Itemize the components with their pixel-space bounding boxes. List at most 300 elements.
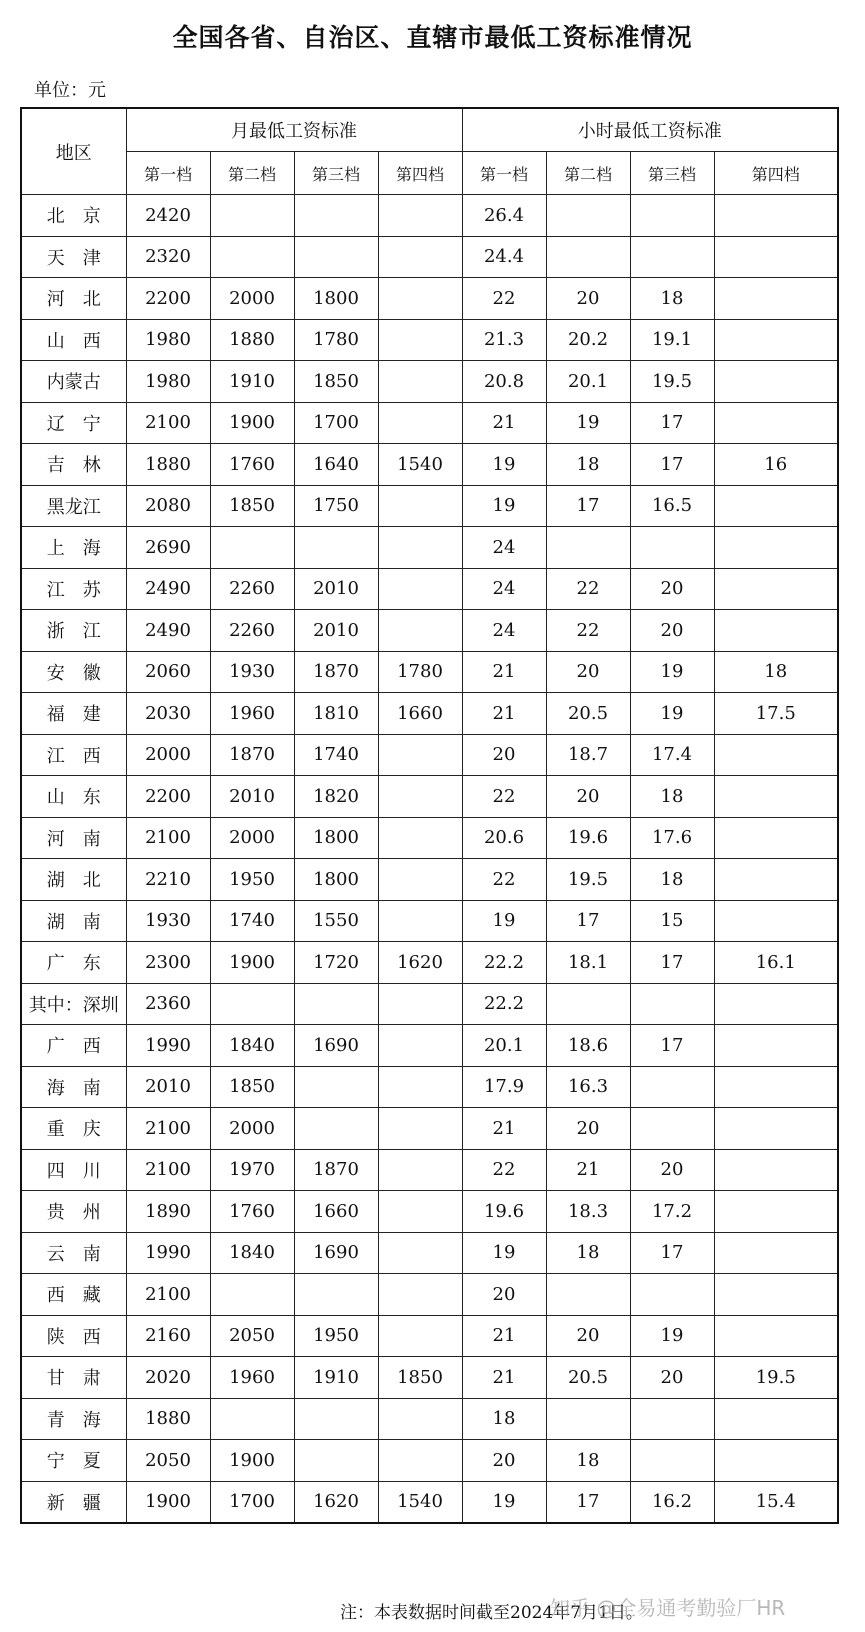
monthly-tier-1-cell: 2420 [126, 195, 210, 237]
hourly-tier-3-cell [630, 1398, 714, 1440]
header-row-groups [21, 108, 838, 152]
hourly-tier-2-cell: 18 [546, 1440, 630, 1482]
monthly-tier-4-cell [378, 817, 462, 859]
hourly-tier-2-cell: 20.1 [546, 361, 630, 403]
table-row [21, 1191, 838, 1233]
header-row-tiers [21, 152, 838, 195]
hourly-tier-1-cell: 20.1 [462, 1025, 546, 1067]
hourly-tier-4-cell [714, 1149, 838, 1191]
hourly-tier-4-cell: 16.1 [714, 942, 838, 984]
hourly-tier-2-cell: 22 [546, 610, 630, 652]
monthly-tier-4-header: 第四档 [378, 152, 462, 195]
monthly-tier-1-cell: 2100 [126, 1274, 210, 1316]
region-cell: 重 庆 [21, 1108, 126, 1150]
hourly-tier-1-cell: 21 [462, 1315, 546, 1357]
hourly-tier-3-cell [630, 983, 714, 1025]
table-row [21, 942, 838, 984]
monthly-tier-4-cell [378, 734, 462, 776]
unit-label: 单位：元 [34, 80, 106, 101]
monthly-tier-3-cell [294, 1066, 378, 1108]
hourly-tier-2-cell [546, 527, 630, 569]
region-cell: 山 西 [21, 319, 126, 361]
monthly-tier-4-cell: 1780 [378, 651, 462, 693]
monthly-tier-4-cell [378, 278, 462, 320]
hourly-tier-3-cell: 19.5 [630, 361, 714, 403]
monthly-tier-1-cell: 2360 [126, 983, 210, 1025]
monthly-tier-2-cell [210, 1274, 294, 1316]
monthly-tier-1-cell: 1930 [126, 900, 210, 942]
hourly-tier-2-cell: 17 [546, 900, 630, 942]
monthly-tier-4-cell: 1540 [378, 1481, 462, 1523]
hourly-tier-2-cell: 18.7 [546, 734, 630, 776]
hourly-tier-2-cell: 17 [546, 1481, 630, 1523]
monthly-tier-3-cell [294, 236, 378, 278]
hourly-tier-4-cell: 16 [714, 444, 838, 486]
hourly-tier-2-cell: 18.3 [546, 1191, 630, 1233]
monthly-tier-4-cell [378, 776, 462, 818]
monthly-tier-4-cell [378, 610, 462, 652]
hourly-tier-1-cell: 22 [462, 278, 546, 320]
monthly-tier-2-cell: 1740 [210, 900, 294, 942]
hourly-tier-2-cell: 18.6 [546, 1025, 630, 1067]
monthly-tier-2-cell: 1960 [210, 1357, 294, 1399]
hourly-tier-4-cell [714, 859, 838, 901]
monthly-tier-4-cell [378, 1398, 462, 1440]
monthly-tier-2-cell [210, 983, 294, 1025]
hourly-tier-2-cell: 20 [546, 1108, 630, 1150]
monthly-tier-2-cell: 2050 [210, 1315, 294, 1357]
monthly-tier-1-cell: 2030 [126, 693, 210, 735]
hourly-tier-3-cell: 17 [630, 942, 714, 984]
hourly-tier-2-cell: 20 [546, 651, 630, 693]
monthly-tier-3-cell: 1820 [294, 776, 378, 818]
monthly-tier-2-cell: 2260 [210, 610, 294, 652]
monthly-tier-2-cell: 1840 [210, 1232, 294, 1274]
table-row [21, 1315, 838, 1357]
hourly-tier-1-cell: 20.6 [462, 817, 546, 859]
hourly-tier-3-cell: 20 [630, 1357, 714, 1399]
table-row [21, 1274, 838, 1316]
monthly-tier-3-cell [294, 1274, 378, 1316]
monthly-tier-2-cell: 2260 [210, 568, 294, 610]
hourly-tier-2-cell: 18 [546, 1232, 630, 1274]
table-row [21, 817, 838, 859]
hourly-tier-2-cell: 16.3 [546, 1066, 630, 1108]
region-cell: 福 建 [21, 693, 126, 735]
monthly-tier-1-cell: 1880 [126, 444, 210, 486]
page-title: 全国各省、自治区、直辖市最低工资标准情况 [172, 23, 693, 52]
monthly-tier-4-cell [378, 859, 462, 901]
table-row [21, 319, 838, 361]
table-row [21, 1066, 838, 1108]
monthly-tier-3-cell: 1810 [294, 693, 378, 735]
table-row [21, 402, 838, 444]
monthly-tier-1-cell: 2320 [126, 236, 210, 278]
monthly-tier-1-cell: 2100 [126, 402, 210, 444]
table-row [21, 485, 838, 527]
region-cell: 安 徽 [21, 651, 126, 693]
monthly-tier-2-cell: 1900 [210, 1440, 294, 1482]
monthly-tier-3-cell [294, 195, 378, 237]
hourly-tier-1-cell: 22.2 [462, 983, 546, 1025]
monthly-tier-1-cell: 1990 [126, 1025, 210, 1067]
hourly-tier-4-cell [714, 1315, 838, 1357]
region-cell: 贵 州 [21, 1191, 126, 1233]
region-cell: 湖 北 [21, 859, 126, 901]
monthly-tier-3-cell: 1850 [294, 361, 378, 403]
hourly-tier-4-cell [714, 361, 838, 403]
monthly-tier-1-cell: 2210 [126, 859, 210, 901]
table-row [21, 693, 838, 735]
hourly-tier-3-cell: 17 [630, 402, 714, 444]
hourly-tier-3-header: 第三档 [630, 152, 714, 195]
monthly-tier-4-cell [378, 1025, 462, 1067]
table-row [21, 1108, 838, 1150]
table-row [21, 734, 838, 776]
hourly-tier-4-cell [714, 900, 838, 942]
table-row [21, 651, 838, 693]
monthly-tier-3-cell: 1950 [294, 1315, 378, 1357]
hourly-tier-2-cell: 20 [546, 278, 630, 320]
hourly-tier-4-cell [714, 1274, 838, 1316]
hourly-tier-1-cell: 19 [462, 485, 546, 527]
region-cell: 吉 林 [21, 444, 126, 486]
hourly-tier-3-cell [630, 1066, 714, 1108]
monthly-tier-1-cell: 2000 [126, 734, 210, 776]
hourly-tier-4-cell: 19.5 [714, 1357, 838, 1399]
hourly-tier-1-cell: 21 [462, 693, 546, 735]
table-row [21, 1357, 838, 1399]
hourly-tier-3-cell: 20 [630, 568, 714, 610]
monthly-tier-2-cell: 1870 [210, 734, 294, 776]
hourly-tier-3-cell: 18 [630, 859, 714, 901]
hourly-tier-2-cell: 19.6 [546, 817, 630, 859]
monthly-tier-3-cell: 1750 [294, 485, 378, 527]
monthly-tier-1-cell: 1990 [126, 1232, 210, 1274]
monthly-tier-4-cell [378, 319, 462, 361]
monthly-tier-1-cell: 2050 [126, 1440, 210, 1482]
region-cell: 北 京 [21, 195, 126, 237]
monthly-tier-1-cell: 2020 [126, 1357, 210, 1399]
table-row [21, 527, 838, 569]
region-cell: 广 西 [21, 1025, 126, 1067]
hourly-tier-1-cell: 22 [462, 859, 546, 901]
monthly-tier-2-cell: 2000 [210, 278, 294, 320]
hourly-tier-3-cell: 17 [630, 444, 714, 486]
monthly-tier-4-cell [378, 1149, 462, 1191]
monthly-tier-1-cell: 2160 [126, 1315, 210, 1357]
monthly-tier-1-cell: 2200 [126, 776, 210, 818]
hourly-tier-4-cell [714, 776, 838, 818]
monthly-tier-3-cell: 1870 [294, 651, 378, 693]
region-cell: 浙 江 [21, 610, 126, 652]
hourly-tier-4-cell [714, 1108, 838, 1150]
monthly-tier-2-cell: 2000 [210, 1108, 294, 1150]
hourly-tier-3-cell: 15 [630, 900, 714, 942]
monthly-tier-3-cell [294, 983, 378, 1025]
hourly-tier-1-cell: 20.8 [462, 361, 546, 403]
monthly-tier-4-cell: 1850 [378, 1357, 462, 1399]
region-cell: 河 北 [21, 278, 126, 320]
hourly-tier-3-cell: 18 [630, 278, 714, 320]
monthly-tier-2-cell: 1950 [210, 859, 294, 901]
monthly-tier-4-cell: 1660 [378, 693, 462, 735]
monthly-tier-3-cell [294, 1108, 378, 1150]
hourly-tier-3-cell [630, 1440, 714, 1482]
table-body [21, 195, 838, 1524]
monthly-tier-4-cell: 1540 [378, 444, 462, 486]
monthly-tier-1-cell: 2060 [126, 651, 210, 693]
monthly-tier-1-cell: 2100 [126, 817, 210, 859]
hourly-tier-1-cell: 17.9 [462, 1066, 546, 1108]
monthly-tier-4-cell: 1620 [378, 942, 462, 984]
hourly-tier-1-cell: 21 [462, 402, 546, 444]
table-row [21, 983, 838, 1025]
monthly-tier-2-cell: 1850 [210, 485, 294, 527]
monthly-tier-2-cell: 1900 [210, 402, 294, 444]
monthly-tier-3-cell: 1550 [294, 900, 378, 942]
hourly-tier-3-cell: 16.2 [630, 1481, 714, 1523]
region-cell: 海 南 [21, 1066, 126, 1108]
monthly-tier-3-cell: 1780 [294, 319, 378, 361]
hourly-tier-2-cell: 18 [546, 444, 630, 486]
hourly-tier-1-cell: 24.4 [462, 236, 546, 278]
monthly-tier-1-cell: 1880 [126, 1398, 210, 1440]
hourly-tier-3-cell: 20 [630, 610, 714, 652]
monthly-tier-2-cell: 2010 [210, 776, 294, 818]
hourly-tier-3-cell [630, 236, 714, 278]
hourly-tier-1-cell: 22 [462, 1149, 546, 1191]
hourly-tier-2-cell: 21 [546, 1149, 630, 1191]
region-header: 地区 [21, 108, 126, 195]
region-cell: 上 海 [21, 527, 126, 569]
table-row [21, 361, 838, 403]
hourly-tier-4-cell [714, 1066, 838, 1108]
hourly-tier-4-cell [714, 817, 838, 859]
monthly-tier-4-cell [378, 1232, 462, 1274]
monthly-tier-4-cell [378, 527, 462, 569]
region-cell: 西 藏 [21, 1274, 126, 1316]
hourly-tier-4-cell [714, 610, 838, 652]
monthly-tier-4-cell [378, 361, 462, 403]
region-cell: 江 苏 [21, 568, 126, 610]
hourly-tier-3-cell [630, 1108, 714, 1150]
monthly-tier-4-cell [378, 1066, 462, 1108]
monthly-tier-2-cell: 1880 [210, 319, 294, 361]
hourly-tier-1-cell: 21.3 [462, 319, 546, 361]
hourly-tier-4-cell [714, 319, 838, 361]
hourly-header: 小时最低工资标准 [462, 108, 838, 152]
hourly-tier-4-cell [714, 1232, 838, 1274]
hourly-tier-4-cell [714, 1398, 838, 1440]
monthly-tier-3-cell: 1800 [294, 278, 378, 320]
monthly-tier-3-cell: 1740 [294, 734, 378, 776]
hourly-tier-2-cell: 20.5 [546, 1357, 630, 1399]
monthly-tier-2-cell: 1760 [210, 444, 294, 486]
monthly-tier-1-cell: 2300 [126, 942, 210, 984]
monthly-tier-2-cell [210, 1398, 294, 1440]
monthly-tier-4-cell [378, 402, 462, 444]
table-row [21, 236, 838, 278]
hourly-tier-2-cell: 17 [546, 485, 630, 527]
monthly-tier-4-cell [378, 1440, 462, 1482]
hourly-tier-3-cell [630, 1274, 714, 1316]
monthly-tier-3-cell: 2010 [294, 610, 378, 652]
monthly-tier-2-cell [210, 236, 294, 278]
hourly-tier-2-cell: 20 [546, 776, 630, 818]
region-cell: 陕 西 [21, 1315, 126, 1357]
hourly-tier-1-cell: 24 [462, 568, 546, 610]
monthly-tier-1-header: 第一档 [126, 152, 210, 195]
table-row [21, 1481, 838, 1523]
monthly-tier-3-cell: 1620 [294, 1481, 378, 1523]
hourly-tier-1-cell: 20 [462, 1440, 546, 1482]
monthly-tier-2-cell: 1960 [210, 693, 294, 735]
monthly-tier-2-cell [210, 195, 294, 237]
monthly-tier-4-cell [378, 1108, 462, 1150]
hourly-tier-4-cell [714, 485, 838, 527]
monthly-tier-2-cell: 1850 [210, 1066, 294, 1108]
monthly-tier-4-cell [378, 1274, 462, 1316]
hourly-tier-2-cell: 20 [546, 1315, 630, 1357]
monthly-tier-4-cell [378, 900, 462, 942]
hourly-tier-3-cell: 17 [630, 1232, 714, 1274]
table-row [21, 1440, 838, 1482]
monthly-tier-3-cell: 1800 [294, 817, 378, 859]
monthly-tier-1-cell: 1900 [126, 1481, 210, 1523]
hourly-tier-4-cell [714, 278, 838, 320]
hourly-tier-4-cell [714, 236, 838, 278]
region-cell: 辽 宁 [21, 402, 126, 444]
hourly-tier-4-cell [714, 1440, 838, 1482]
hourly-tier-1-cell: 22.2 [462, 942, 546, 984]
footnote: 注：本表数据时间截至2024年7月1日。 [340, 1603, 643, 1623]
hourly-tier-2-cell [546, 1398, 630, 1440]
monthly-tier-1-cell: 2080 [126, 485, 210, 527]
monthly-tier-4-cell [378, 568, 462, 610]
monthly-tier-3-cell: 1690 [294, 1025, 378, 1067]
hourly-tier-4-cell: 17.5 [714, 693, 838, 735]
hourly-tier-3-cell: 17 [630, 1025, 714, 1067]
monthly-tier-3-cell: 1720 [294, 942, 378, 984]
hourly-tier-3-cell: 19 [630, 651, 714, 693]
monthly-tier-3-cell: 1700 [294, 402, 378, 444]
monthly-tier-4-cell [378, 1315, 462, 1357]
hourly-tier-1-cell: 20 [462, 1274, 546, 1316]
hourly-tier-1-cell: 18 [462, 1398, 546, 1440]
watermark: 知乎 @全易通考勤验厂HR [550, 1596, 786, 1620]
table-row [21, 610, 838, 652]
hourly-tier-1-cell: 21 [462, 1108, 546, 1150]
monthly-tier-3-cell: 1800 [294, 859, 378, 901]
hourly-tier-1-cell: 26.4 [462, 195, 546, 237]
monthly-tier-3-cell [294, 1440, 378, 1482]
table-row [21, 776, 838, 818]
table-row [21, 900, 838, 942]
monthly-tier-3-cell: 1870 [294, 1149, 378, 1191]
monthly-tier-3-cell: 1910 [294, 1357, 378, 1399]
monthly-tier-1-cell: 2200 [126, 278, 210, 320]
monthly-tier-1-cell: 2490 [126, 610, 210, 652]
hourly-tier-3-cell [630, 527, 714, 569]
monthly-tier-2-cell: 1900 [210, 942, 294, 984]
hourly-tier-4-cell [714, 402, 838, 444]
monthly-tier-3-cell: 2010 [294, 568, 378, 610]
hourly-tier-2-header: 第二档 [546, 152, 630, 195]
region-cell: 甘 肃 [21, 1357, 126, 1399]
monthly-tier-2-cell: 1700 [210, 1481, 294, 1523]
hourly-tier-2-cell: 18.1 [546, 942, 630, 984]
monthly-tier-3-header: 第三档 [294, 152, 378, 195]
monthly-tier-1-cell: 2010 [126, 1066, 210, 1108]
region-cell: 河 南 [21, 817, 126, 859]
monthly-tier-4-cell [378, 195, 462, 237]
hourly-tier-4-cell [714, 983, 838, 1025]
monthly-tier-4-cell [378, 485, 462, 527]
hourly-tier-3-cell: 16.5 [630, 485, 714, 527]
hourly-tier-4-cell: 15.4 [714, 1481, 838, 1523]
table-row [21, 1398, 838, 1440]
hourly-tier-3-cell: 19 [630, 693, 714, 735]
hourly-tier-3-cell: 18 [630, 776, 714, 818]
hourly-tier-2-cell [546, 236, 630, 278]
monthly-tier-3-cell [294, 527, 378, 569]
monthly-tier-2-cell: 1930 [210, 651, 294, 693]
region-cell: 湖 南 [21, 900, 126, 942]
hourly-tier-1-cell: 21 [462, 651, 546, 693]
hourly-tier-1-cell: 19 [462, 444, 546, 486]
hourly-tier-2-cell: 20.2 [546, 319, 630, 361]
monthly-tier-2-cell: 1840 [210, 1025, 294, 1067]
hourly-tier-2-cell: 19.5 [546, 859, 630, 901]
monthly-tier-4-cell [378, 236, 462, 278]
hourly-tier-4-cell: 18 [714, 651, 838, 693]
table-row [21, 568, 838, 610]
hourly-tier-2-cell: 22 [546, 568, 630, 610]
hourly-tier-4-cell [714, 734, 838, 776]
monthly-tier-2-cell: 1760 [210, 1191, 294, 1233]
hourly-tier-4-cell [714, 1191, 838, 1233]
hourly-tier-4-cell [714, 527, 838, 569]
hourly-tier-3-cell: 17.2 [630, 1191, 714, 1233]
region-cell: 广 东 [21, 942, 126, 984]
monthly-tier-2-cell: 2000 [210, 817, 294, 859]
region-cell: 山 东 [21, 776, 126, 818]
monthly-header: 月最低工资标准 [126, 108, 462, 152]
hourly-tier-1-cell: 19.6 [462, 1191, 546, 1233]
region-cell: 青 海 [21, 1398, 126, 1440]
region-cell: 江 西 [21, 734, 126, 776]
monthly-tier-1-cell: 2100 [126, 1149, 210, 1191]
region-cell: 天 津 [21, 236, 126, 278]
table-row [21, 859, 838, 901]
hourly-tier-1-cell: 22 [462, 776, 546, 818]
hourly-tier-2-cell [546, 983, 630, 1025]
region-cell: 四 川 [21, 1149, 126, 1191]
table-row [21, 1232, 838, 1274]
monthly-tier-1-cell: 1890 [126, 1191, 210, 1233]
monthly-tier-3-cell [294, 1398, 378, 1440]
hourly-tier-1-cell: 21 [462, 1357, 546, 1399]
hourly-tier-3-cell: 17.6 [630, 817, 714, 859]
hourly-tier-3-cell: 19 [630, 1315, 714, 1357]
monthly-tier-2-cell: 1910 [210, 361, 294, 403]
region-cell: 新 疆 [21, 1481, 126, 1523]
hourly-tier-3-cell: 19.1 [630, 319, 714, 361]
monthly-tier-4-cell [378, 1191, 462, 1233]
monthly-tier-3-cell: 1660 [294, 1191, 378, 1233]
hourly-tier-4-header: 第四档 [714, 152, 838, 195]
